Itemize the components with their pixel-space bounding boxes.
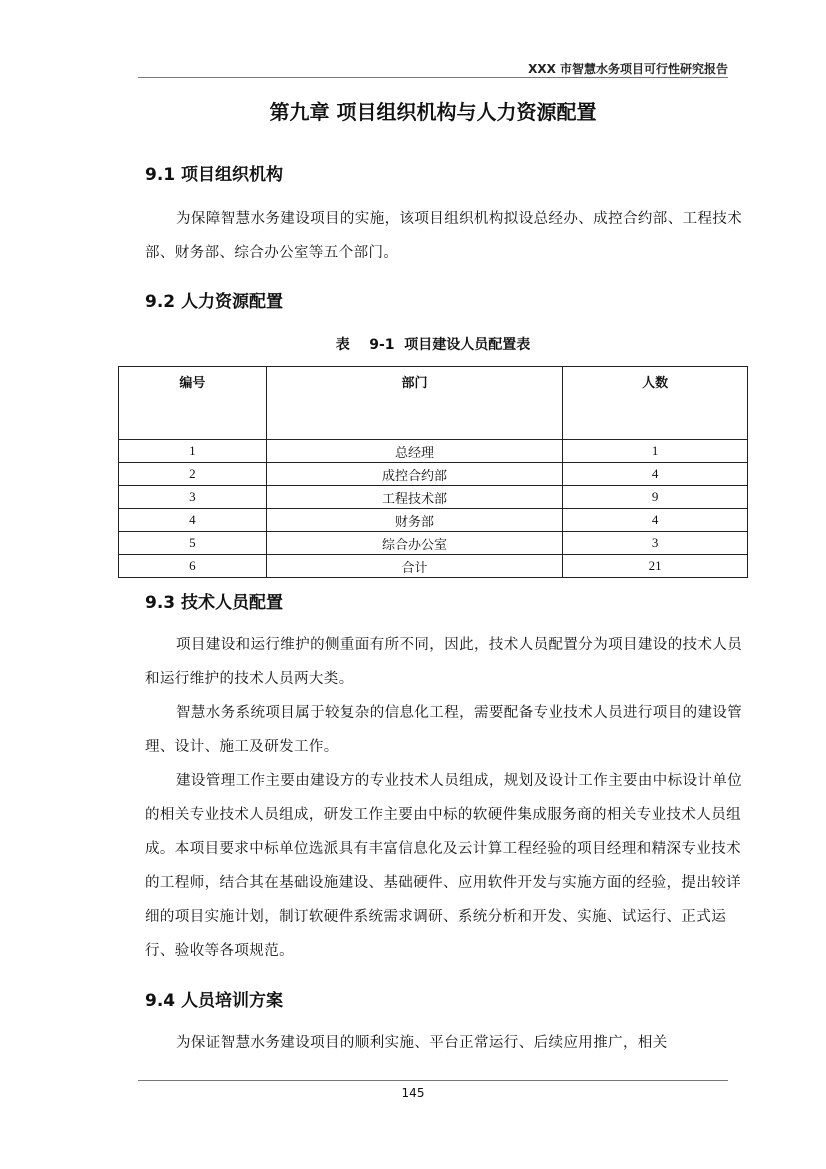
table-row <box>119 463 748 486</box>
cell-headcount: 9 <box>563 486 748 509</box>
cell-number: 3 <box>119 486 267 509</box>
column-header-department: 部门 <box>266 367 563 440</box>
table-row-total <box>119 555 748 578</box>
table-caption-title: 项目建设人员配置表 <box>404 337 531 353</box>
cell-headcount: 3 <box>563 532 748 555</box>
cell-number: 5 <box>119 532 267 555</box>
page-number: 145 <box>401 1086 425 1100</box>
section-heading-9-3: 9.3 技术人员配置 <box>145 593 284 613</box>
cell-department: 总经理 <box>266 440 563 463</box>
cell-department: 成控合约部 <box>266 463 563 486</box>
section-heading-9-4: 9.4 人员培训方案 <box>145 991 284 1011</box>
table-row <box>119 509 748 532</box>
paragraph: 智慧水务系统项目属于较复杂的信息化工程，需要配备专业技术人员进行项目的建设管理、设计、施工及研发工作。 <box>145 705 743 755</box>
footer-divider <box>138 1080 728 1081</box>
cell-number: 1 <box>119 440 267 463</box>
cell-department: 财务部 <box>266 509 563 532</box>
cell-headcount: 4 <box>563 463 748 486</box>
paragraph: 建设管理工作主要由建设方的专业技术人员组成，规划及设计工作主要由中标设计单位的相关专业技术人员组成，研发工作主要由中标的软硬件集成服务商的相关专业技术人员组成。本项目要求中标单位选派具有丰富信息化及云计算工程经验的项目经理和精深专业技术的工程师，结合其在基础设施建设、基础硬件、应用软件开发与实施方面的经验，提出较详细的项目实施计划，制订软硬件系统需求调研、系统分析和开发、实施、试运行、正式运行、验收等各项规范。 <box>145 773 743 959</box>
cell-headcount: 21 <box>563 555 748 578</box>
paragraph: 为保障智慧水务建设项目的实施，该项目组织机构拟设总经办、成控合约部、工程技术部、财务部、综合办公室等五个部门。 <box>145 211 743 261</box>
cell-headcount: 4 <box>563 509 748 532</box>
table-caption-number: 9-1 <box>369 337 395 353</box>
staff-allocation-table <box>118 366 748 578</box>
running-header: XXX 市智慧水务项目可行性研究报告 <box>528 62 728 76</box>
table-header-row <box>119 367 748 440</box>
column-header-number: 编号 <box>119 367 267 440</box>
column-header-headcount: 人数 <box>563 367 748 440</box>
cell-number: 6 <box>119 555 267 578</box>
chapter-title: 第九章 项目组织机构与人力资源配置 <box>269 100 597 124</box>
table-row <box>119 486 748 509</box>
cell-department: 工程技术部 <box>266 486 563 509</box>
table-row <box>119 532 748 555</box>
cell-department: 综合办公室 <box>266 532 563 555</box>
paragraph: 为保证智慧水务建设项目的顺利实施、平台正常运行、后续应用推广，相关 <box>176 1035 668 1051</box>
cell-number: 4 <box>119 509 267 532</box>
table-caption-prefix: 表 <box>335 337 350 353</box>
cell-headcount: 1 <box>563 440 748 463</box>
section-heading-9-2: 9.2 人力资源配置 <box>145 292 284 312</box>
table-row <box>119 440 748 463</box>
table-caption <box>138 334 728 354</box>
paragraph: 项目建设和运行维护的侧重面有所不同，因此，技术人员配置分为项目建设的技术人员和运行维护的技术人员两大类。 <box>145 637 743 687</box>
cell-department: 合计 <box>266 555 563 578</box>
header-divider <box>138 77 728 78</box>
section-heading-9-1: 9.1 项目组织机构 <box>145 165 284 185</box>
cell-number: 2 <box>119 463 267 486</box>
